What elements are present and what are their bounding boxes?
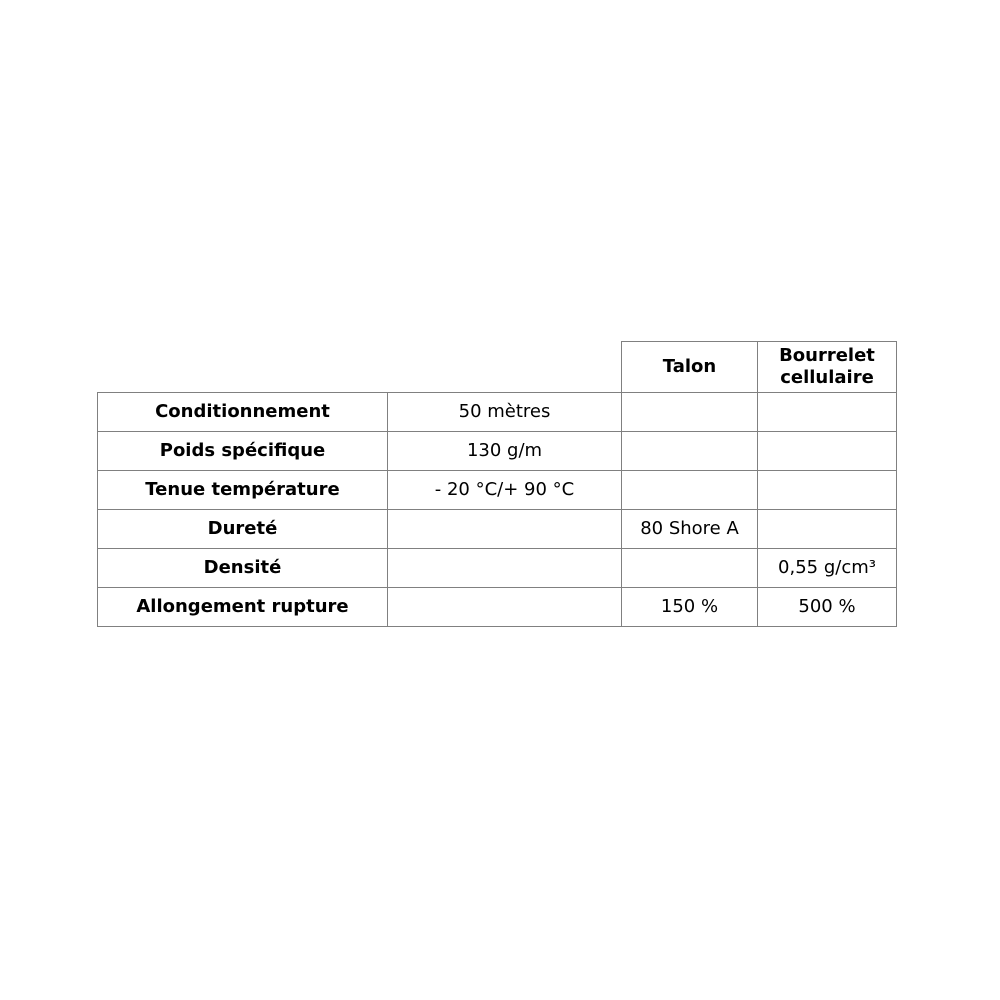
row-label: Allongement rupture (98, 588, 388, 627)
table-row (98, 549, 897, 588)
row-bourrelet (758, 393, 897, 432)
row-value (388, 588, 622, 627)
table-row (98, 393, 897, 432)
row-label: Conditionnement (98, 393, 388, 432)
row-talon (622, 432, 758, 471)
row-label: Tenue température (98, 471, 388, 510)
row-value (388, 510, 622, 549)
row-label: Densité (98, 549, 388, 588)
row-bourrelet (758, 510, 897, 549)
row-label: Dureté (98, 510, 388, 549)
table-row (98, 588, 897, 627)
row-value: 130 g/m (388, 432, 622, 471)
row-talon (622, 393, 758, 432)
row-value (388, 549, 622, 588)
row-talon (622, 549, 758, 588)
row-bourrelet: 0,55 g/cm³ (758, 549, 897, 588)
row-bourrelet (758, 432, 897, 471)
header-empty-cell (388, 342, 622, 393)
row-talon: 150 % (622, 588, 758, 627)
table-row (98, 471, 897, 510)
row-talon (622, 471, 758, 510)
table-row (98, 510, 897, 549)
row-value: - 20 °C/+ 90 °C (388, 471, 622, 510)
spec-table (97, 341, 897, 627)
header-empty-cell (98, 342, 388, 393)
row-label: Poids spécifique (98, 432, 388, 471)
row-bourrelet: 500 % (758, 588, 897, 627)
table-row (98, 432, 897, 471)
row-value: 50 mètres (388, 393, 622, 432)
row-bourrelet (758, 471, 897, 510)
table-header-row (98, 342, 897, 393)
header-talon: Talon (622, 342, 758, 393)
row-talon: 80 Shore A (622, 510, 758, 549)
header-bourrelet-cellulaire: Bourrelet cellulaire (758, 342, 897, 393)
